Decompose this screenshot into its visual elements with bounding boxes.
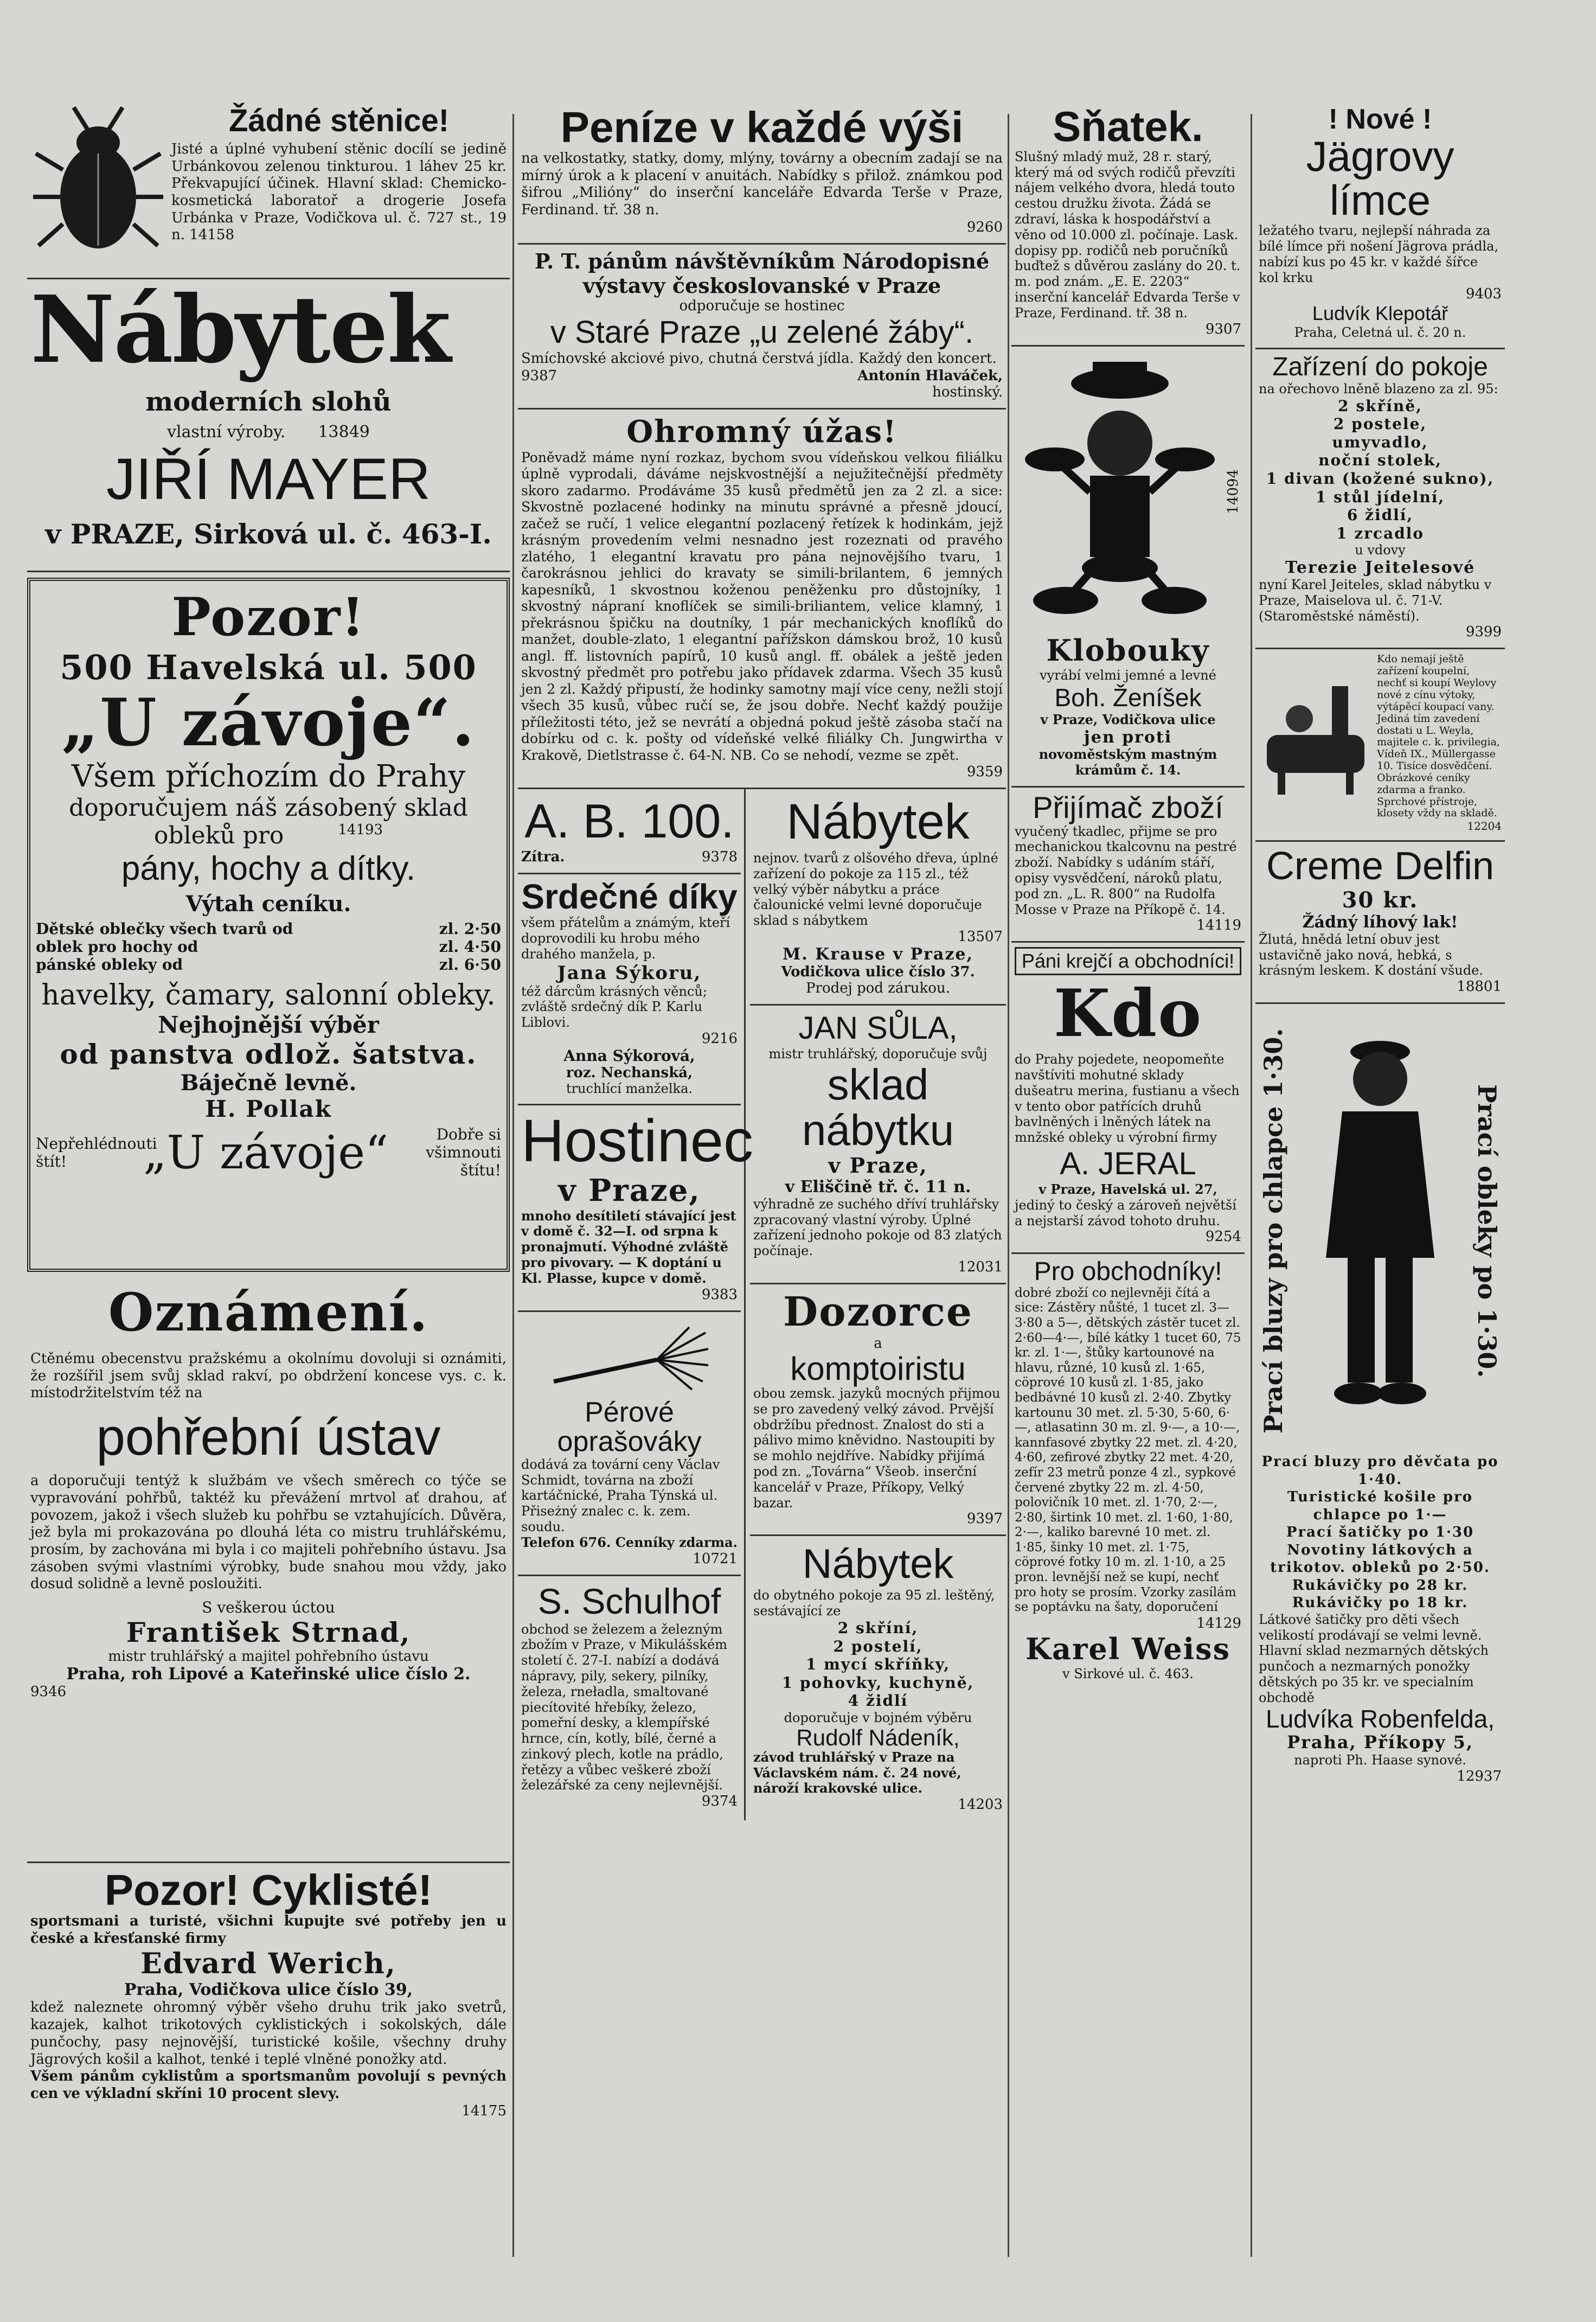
mayer-address: v PRAZE, Sirková ul. č. 463-I. — [45, 518, 492, 550]
bluzy-body: Látkové šatičky pro děti všech velikostí prodávají se velmi levně. Hlavní sklad nezmarných dětských punčoch a nezmarných ponožky dětských po 35 kr. ve specialním obchodě — [1259, 1611, 1489, 1705]
zavoj-line6: Nejhojnější výběr — [158, 1012, 379, 1038]
zavoj-line8: Báječně levně. — [180, 1070, 357, 1096]
cyklist-name: Edvard Werich, — [140, 1947, 396, 1981]
diky-name: Jana Sýkoru, — [557, 962, 702, 984]
zavoj-name: „U závoje“. — [61, 685, 476, 761]
klobouky-code: 14094 — [1225, 469, 1241, 515]
dozorce-body: obou zemsk. jazyků mocných přijmou se pro zavedený velký závod. Prvější obdržíbu přednost. Znalost do sti a pálivo mimo kněvidno. Nastoupiti by se mohlo nejdříve. Nabídky přijímá pod zn. „Továrna“ Všeob. inserční kancelář v Praze, Příkopy, Velký bazar. — [753, 1386, 1001, 1511]
uzas-body: Poněvadž máme nyní rozkaz, bychom svou vídeňskou velkou filiálku úplně vyprodali, dáváme nejskvostnější a nejužitečnější předměty skoro zadarmo. Prodáváme 35 kusů předmětů jen za 2 zl. a sice: Skvostně pozlacené hodinky na minutu správné a přesně jdoucí, začež se ručí, 1 velice elegantní pozlacený řetízek k hodinkám, jejž krásným provedením velmi nesnadno jest rozeznati od pravého zlatého, 1 elegantní kravatu pro pána nejnovějšího tvaru, 1 čarokrásnou jehlici do kravaty se simili-brilantem, 6 jemných kapesníků, 1 skvostnou koženou peněženku pro důstojníky, 1 skvostný nápraní knoflíček se simili-briliantem, velice klamný, 1 překrásnou špičku na doutníky, 1 pár mechanických knoflíků do manžet, double-zlato, 1 elegantní pařížskon dámskou brož, 10 kusů angl. ff. listovních papírů, 10 kusů angl. ff. obálek a ještě jeden skvostný předmět pro potřebu jako přídavek zdarma. Všech 35 kusů jen 2 zl. Každý připustí, že hodinky samotny mají více ceny, nežli stojí všech 35 kusů, vůbec ručí se, že jsou dobře. Nechť každý použije příležitosti této, jež se nevrátí a objedná pokud ještě zásoba stačí na dobírku od c. k. pošty od vídeňské velké filiálky Ch. Jungwirtha v Krakově, Dietlstrasse č. 64-N. NB. Co se nehodí, vezme se zpět. — [521, 449, 1003, 763]
bluzy-line-2: Turistické košile pro chlapce po 1·— — [1287, 1489, 1473, 1523]
snatek-code: 9307 — [1205, 321, 1241, 337]
schulhof-body: obchod se železem a železným zbožím v Praze, v Mikulášském století č. 27-I. nabízí a dodává nápravy, pily, sekery, pilníky, železa, rneładla, smaltované piecítovité hřebíky, železo, pomeřní desky, a klempířské hrnce, cín, kotly, bílé, černé a zinkový plech, kotle na prádlo, řetězy a vůbec veškeré zboží železářské za ceny nejlevnější. — [521, 1621, 727, 1793]
nabytek2-item-1: 2 skříní, — [837, 1619, 919, 1637]
nabytek2-item-3: 1 mycí skříňky, — [805, 1655, 951, 1674]
jager-body: ležatého tvaru, nejlepší náhrada za bílé límce při nošení Jägrova prádla, nabízí kus po 45 kr. v každé šířce kol krku — [1259, 223, 1499, 285]
schulhof-title: S. Schulhof — [537, 1581, 721, 1621]
dozorce-code: 9397 — [966, 1511, 1003, 1527]
zavoj-price-1: Dětské oblečky všech tvarů od zl. 2·50 — [36, 920, 501, 938]
ad-dozorce — [750, 1284, 1006, 1536]
nabytek2-title: Nábytek — [802, 1541, 954, 1588]
sula-addr1: v Praze, — [828, 1153, 928, 1178]
ad-obchodniky — [1011, 1254, 1245, 1689]
ab-code: 9378 — [701, 849, 738, 866]
ad-jager — [1255, 100, 1505, 349]
zavoj-line7: od panstva odlož. šatstva. — [60, 1038, 477, 1070]
kdo-name: A. JERAL — [1060, 1146, 1196, 1181]
zarizeni-item-6: 1 stůl jídelní, — [1315, 488, 1445, 506]
zarizeni-item-1: 2 skříně, — [1338, 396, 1422, 415]
zavoj-mid: „U závoje“ — [143, 1125, 389, 1179]
oznameni-code: 9346 — [30, 1684, 67, 1700]
zarizeni-item-3: umyvadlo, — [1332, 433, 1428, 451]
nabytek1-code: 13507 — [958, 929, 1003, 945]
nabytek1-foot: Prodej pod zárukou. — [806, 980, 950, 997]
nabytek2-body2: doporučuje v bojném výběru — [784, 1710, 972, 1725]
hostinec-sub: v Praze, — [558, 1172, 701, 1208]
nabytek2-code: 14203 — [958, 1796, 1003, 1813]
creme-price: 30 kr. — [1342, 887, 1419, 913]
ad-nabytek2 — [750, 1536, 1006, 1820]
hat-figure-icon — [1015, 351, 1225, 633]
ad-weyla — [1255, 649, 1505, 842]
ad-bedbug — [27, 100, 510, 279]
jager-top: ! Nové ! — [1328, 104, 1432, 135]
column-rule-1 — [512, 114, 514, 2257]
ad-uzas — [518, 410, 1006, 790]
perove-body: dodává za tovární ceny Václav Schmidt, továrna na zboží kartáčnické, Praha Týnská ul. Přiseżný znalec c. k. zem. soudu. — [521, 1456, 720, 1534]
oznameni-intro: Ctěnému obecenstvu pražskému a okolnímu dovoluji si oznámiti, že rozšířil jsem svůj sklad rakví, po obdržení koncese vys. c. k. místodržitelstvím též na — [30, 1351, 507, 1402]
nabytek1-name: M. Krause v Praze, — [783, 945, 973, 964]
oznameni-name: František Strnad, — [126, 1616, 411, 1649]
kdo-title: Kdo — [1053, 975, 1203, 1052]
schulhof-code: 9374 — [701, 1793, 738, 1810]
ad-nabytek1 — [750, 789, 1006, 1006]
column-2 — [518, 100, 1006, 2270]
zaby-name: v Staré Praze „u zelené žáby“. — [550, 314, 974, 350]
dozorce-a: a — [874, 1335, 882, 1352]
zavoj-address: 500 Havelská ul. 500 — [60, 648, 477, 687]
uzas-title: Ohromný úžas! — [626, 413, 898, 450]
ad-kdo — [1011, 943, 1245, 1254]
mayer-code: 13849 — [318, 423, 370, 442]
penize-body: na velkostatky, statky, domy, mlýny, továrny a obecním zadají se na mírný úrok a k placení v anuitách. Nabídky s přilož. známkou pod šifrou „Milióny“ do inserční kanceláře Edvarda Terše v Praze, Ferdinand. tř. 38 n. — [521, 150, 1003, 219]
creme-lead: Žádný líhový lak! — [1302, 912, 1458, 932]
weyla-code: 12204 — [1467, 820, 1502, 833]
oznameni-sign2: mistr truhlářský a majitel pohřebního ústavu — [108, 1648, 429, 1665]
mayer-sub: moderních slohů — [145, 387, 392, 417]
nabytek2-body: do obytného pokoje za 95 zl. leštěný, sestávající ze — [753, 1588, 995, 1619]
uzas-code: 9359 — [966, 764, 1003, 781]
kdo-code: 9254 — [1205, 1229, 1241, 1245]
perove-tel: Telefon 676. Cenníky zdarma. — [521, 1534, 738, 1550]
dozorce-title: Dozorce — [783, 1289, 973, 1336]
nabytek2-body3: závod truhlářský v Praze na Václavském nám. č. 24 nové, nároží krakovské ulice. — [753, 1749, 962, 1796]
diky-role: truchlící manželka. — [566, 1081, 693, 1097]
ab-sub: Zítra. — [521, 849, 565, 866]
ad-schulhof — [518, 1576, 741, 1818]
ad-oznameni — [27, 1277, 510, 1863]
dozorce-title2: komptoiristu — [790, 1351, 966, 1387]
prijimac-code: 14119 — [1196, 917, 1241, 934]
oznameni-sign1: S veškerou úctou — [202, 1598, 335, 1617]
zavoj-code: 14193 — [338, 822, 383, 838]
zarizeni-item-8: 1 zrcadlo — [1336, 524, 1424, 542]
bathtub-icon — [1259, 654, 1373, 833]
hostinec-title: Hostinec — [521, 1108, 753, 1175]
ad-creme — [1255, 842, 1505, 1004]
zavoj-line3: obleků pro — [153, 822, 284, 849]
cyklist-title: Pozor! Cyklisté! — [104, 1866, 433, 1914]
obchodniky-address: v Sirkové ul. č. 463. — [1062, 1666, 1194, 1681]
zarizeni-item-5: 1 divan (kožené sukno), — [1266, 469, 1495, 488]
obchodniky-body: dobré zboží co nejlevněji čítá a sice: Zástěry nůšté, 1 tucet zl. 3—3·80 a 5—, dětských zástěr tucet zl. 2·60—4·—, bílé kátky 1 tucet 60, 75 kr. zl. 1·—, štůky kartounové na hlavu, různé, 10 kusů zl. 1·65, cöprové 10 kusů zl. 1·85, jako bedbávné 10 kusů zl. 2·40. Zbytky kartounu 30 met. zl. 5·30, 5·60, 6·—, atlasatinn 30 m. zl. 9·—, a 10·—, kannfasové zbytky 22 met. zl. 4·20, 4·60, zefirové zbytky 22 met. 4·20, zefír 23 metrů ponze 4 zl., sypkové červené zbytky 22 m. zl. 4·50, polovičník 10 met. zl. 1·70, 2·—, 2·80, širtink 10 met. zl. 1·60, 1·80, 2·—, kaliko barevné 10 met. zl. 1·85, šinky 10 met. zl. 1·75, cöprové fotky 10 m. zl. 1·10, a 25 pron. levnější než se kupí, nechť pro hoty se prosím. Vzorky zasílám se poptávku na šaty, doporučení — [1015, 1285, 1241, 1615]
ad-klobouky — [1011, 347, 1245, 788]
jager-code: 9403 — [1465, 285, 1502, 302]
ad-zaby — [518, 245, 1006, 410]
perove-title: Pérové oprašováky — [557, 1396, 702, 1458]
bedbug-illustration-icon — [30, 105, 166, 270]
zarizeni-code: 9399 — [1465, 624, 1502, 641]
diky-roz: roz. Nechanská, — [566, 1065, 693, 1082]
zavoj-left: Nepřehlédnouti štít! — [36, 1134, 157, 1170]
zaby-sign: Antonín Hlaváček, — [857, 367, 1003, 384]
zavoj-price-3: pánské obleky od zl. 6·50 — [36, 956, 501, 974]
zarizeni-body3: nyní Karel Jeiteles, sklad nábytku v Praze, Maiselova ul. č. 71-V. (Staroměstské náměstí). — [1259, 577, 1492, 624]
zarizeni-item-2: 2 postele, — [1333, 415, 1427, 433]
kdo-body2: jediný to český a zároveň největší a nejstarší závod tohoto druhu. — [1015, 1197, 1236, 1229]
oznameni-body: a doporučuji tentýž k službám ve všech směrech co týče se vypravování pohřbů, taktéž ku převážení mrtvol ať drahou, ať povozem, jakož i všech služeb ku pohřbu se vztahujících. Důvěra, jež byla mi prokazována po dlouhá léta co mistru truhlářskému, prosím, by zachována mi byla i co majiteli pohřebního ústavu. Jsa zásoben svými vlastními výrobky, bude snahou mou vždy, jako dosud solidně a levně posloužiti. — [30, 1473, 507, 1592]
zavoj-pozor: Pozor! — [171, 586, 366, 648]
ad-perove — [518, 1312, 741, 1576]
weyla-body: Kdo nemají ještě zařízení koupelní, nechť si koupí Weylovy nové z cínu výtoky, výtápěcí koupací vany. Jediná tím zavedení dostati u L. Weyla, majitele c. k. privilegia, Vídeň IX., Müllergasse 10. Tisíce dosvědčení. Obrázkové ceníky zdarma a franko. Sprchové přístroje, klosety vždy na skladě. — [1377, 653, 1500, 820]
ad-ab100 — [518, 789, 741, 874]
creme-body: Žlutá, hnědá letní obuv jest ustavičně jako nová, hebká, s krásným leskem. K dostání všude. — [1259, 931, 1483, 978]
perove-code: 10721 — [693, 1550, 738, 1567]
creme-title: Creme Delfin — [1266, 845, 1495, 888]
zarizeni-item-4: noční stolek, — [1318, 451, 1442, 470]
mayer-big-title: Nábytek — [30, 276, 450, 384]
diky-code: 9216 — [701, 1031, 738, 1047]
bluzy-line-6: Rukávičky po 18 kr. — [1292, 1595, 1469, 1611]
ad-zarizeni — [1255, 349, 1505, 649]
bluzy-line-4: Novotiny látkových a trikotov. obleků po 2·50. — [1270, 1541, 1490, 1576]
zaby-role: hostinský. — [932, 383, 1003, 400]
zarizeni-name: Terezie Jeitelesové — [1285, 558, 1476, 578]
kdo-body: do Prahy pojedete, neopomeňte navštíviti mohutné sklady dušeatru merina, fustianu a všech v tento obor patřících druhů bavlněných i lněných látek na mnžské obleky u výrobní firmy — [1015, 1052, 1240, 1146]
nabytek1-address: Vodičkova ulice číslo 37. — [781, 964, 975, 981]
cyklist-body: kdež naleznete ohromný výběr všeho druhu trik jako svetrů, kazajek, kalhot trikotových cyklistických i sokolských, dále punčochy, pasy nejnovější, turistické košile, všechny druhy Jägrových košil a kalhot, tenké i teplé vlněné ponožky atd. — [30, 1999, 507, 2068]
zavoj-line1: Všem příchozím do Prahy — [71, 759, 466, 794]
column-1 — [27, 100, 510, 2270]
klobouky-title: Klobouky — [1046, 632, 1210, 668]
cyklist-code: 14175 — [462, 2102, 507, 2119]
obchodniky-name: Karel Weiss — [1025, 1631, 1230, 1666]
zavoj-price-2: oblek pro hochy od zl. 4·50 — [36, 938, 501, 956]
klobouky-name: Boh. Ženíšek — [1054, 683, 1202, 712]
diky-body: všem přátelům a známým, kteří doprovodili ku hrobu mého drahého manžela, p. — [521, 915, 730, 962]
diky-title: Srdečné díky — [521, 877, 738, 917]
sula-title: sklad nábytku — [802, 1060, 954, 1154]
nabytek1-body: nejnov. tvarů z olšového dřeva, úplné zařízení do pokoje za 115 zl., též velký výběr nábytku a práce čalounické velmi levné doporučuje sklad s nábytkem — [753, 850, 998, 929]
jager-address: Praha, Celetná ul. č. 20 n. — [1294, 324, 1466, 340]
zavoj-cenik: Výtah ceníku. — [185, 891, 351, 917]
duster-icon — [521, 1316, 738, 1398]
oznameni-big: pohřební ústav — [96, 1408, 441, 1467]
ad-hostinec — [518, 1105, 753, 1312]
zavoj-line5: havelky, čamary, salonní obleky. — [41, 979, 496, 1012]
klobouky-body: vyrábí velmi jemné a levné — [1040, 667, 1216, 683]
klobouky-line: jen proti — [1084, 728, 1172, 747]
nabytek1-title: Nábytek — [786, 794, 970, 850]
klobouky-line2: novoměstským mastným krámům č. 14. — [1039, 746, 1217, 778]
cyklist-foot: Všem pánům cyklistům a sportsmanům povolují s pevných cen ve výkladní skříni 10 procent slevy. — [30, 2068, 507, 2102]
nabytek2-item-4: 1 pohovky, kuchyně, — [781, 1673, 975, 1692]
bluzy-address: Praha, Příkopy 5, — [1286, 1731, 1474, 1752]
ad-diky — [518, 874, 741, 1105]
sula-code: 12031 — [958, 1259, 1003, 1276]
penize-title: Peníze v každé výši — [560, 103, 964, 151]
cyklist-address: Praha, Vodičkova ulice číslo 39, — [124, 1980, 413, 2000]
sula-role: mistr truhlářský, doporučuje svůj — [768, 1046, 988, 1062]
bedbug-title: Žádné stěnice! — [228, 103, 450, 138]
zaby-code: 9387 — [521, 367, 557, 384]
snatek-title: Sňatek. — [1053, 103, 1203, 150]
bluzy-vertical-2: Prací obleky po 1·30. — [1472, 1084, 1502, 1378]
nabytek2-item-2: 2 postelí, — [833, 1637, 923, 1655]
zaby-body: Smíchovské akciové pivo, chutná čerstvá jídla. Každý den koncert. — [521, 350, 997, 367]
oznameni-title: Oznámení. — [108, 1282, 429, 1343]
zarizeni-item-7: 6 židlí, — [1347, 506, 1414, 524]
snatek-body: Slušný mladý muž, 28 r. starý, který má od svých rodičů převzíti nájem velkého dvora, hledá touto cestou družku života. Žádá se zdraví, láska k hospodářství a věno od 10.000 zl. počínaje. Lask. dopisy pp. rodičů neb poručníků buďtež s důvěrou zaslány do 20. t. m. pod znám. „E. E. 2203“ inserční kancelář Edvarda Terše v Praze, Ferdinand. tř. 38 n. — [1015, 149, 1241, 321]
zarizeni-title: Zařízení do pokoje — [1272, 353, 1488, 382]
bluzy-line-1: Prací bluzy pro děvčata po 1·40. — [1261, 1454, 1499, 1488]
prijimac-title: Přijímač zboží — [1033, 790, 1223, 824]
ad-bluzy — [1255, 1004, 1505, 1792]
hostinec-code: 9383 — [701, 1286, 738, 1303]
bluzy-line-5: Rukávičky po 28 kr. — [1292, 1577, 1469, 1594]
bluzy-address2: naproti Ph. Haase synové. — [1294, 1752, 1466, 1768]
zavoj-line2: doporučujem náš zásobený sklad — [69, 794, 468, 822]
bluzy-name: Ludvíka Robenfelda, — [1266, 1704, 1495, 1733]
ad-snatek — [1011, 100, 1245, 347]
jager-name: Ludvík Klepotář — [1312, 302, 1448, 324]
boy-figure-icon — [1288, 1008, 1472, 1453]
column-4 — [1255, 100, 1505, 2270]
zaby-sub: odporučuje se hostinec — [679, 297, 845, 314]
obchodniky-code: 14129 — [1196, 1615, 1241, 1632]
column-3 — [1011, 100, 1245, 2270]
diky-body2: též dárcům krásných věnců; zvláště srdečný dík P. Karlu Liblovi. — [521, 983, 707, 1031]
zarizeni-body: na ořechovo lněně blazeno za zl. 95: — [1259, 381, 1498, 396]
sula-body: výhradně ze suchého dříví truhlářsky zpracovaný vlastní výroby. Úplné zařízení jednoho pokoje od 83 zlatých počínaje. — [753, 1196, 1002, 1259]
diky-sign: Anna Sýkorová, — [563, 1047, 695, 1065]
cyklist-intro: sportsmani a turisté, všichni kupujte své potřeby jen u české a křesťanské firmy — [30, 1913, 507, 1947]
zavoj-line4: pány, hochy a dítky. — [121, 850, 416, 887]
kdo-banner: Páni krejčí a obchodníci! — [1015, 947, 1241, 975]
prijimac-body: vyučený tkadlec, přijme se pro mechanickou tkalcovnu na pestré zboží. Nabídky s udáním stáří, opisy vysvědčení, nároků platu, pod zn. „L. R. 800“ na Rudolfa Mosse v Praze na Příkopě č. 14. — [1015, 823, 1237, 917]
zavoj-right: Dobře si všimnouti štítu! — [426, 1125, 501, 1179]
hostinec-body: mnoho desítiletí stávající jest v domě č. 32—I. od srpna k pronajmutí. Výhodné zvláště pro pivovary. — K doptání u Kl. Plasse, kupce v domě. — [521, 1207, 736, 1286]
bedbug-body: Jisté a úplné vyhubení stěnic docílí se jedině Urbánkovou zelenou tinkturou. 1 láhev 25 kr. Překvapující účinek. Hlavní sklad: Chemicko-kosmetická laboratoř a drogerie Josefa Urbánka v Praze, Vodičkova ul. č. 727 st., 19 n. 14158 — [171, 140, 507, 244]
ad-penize — [518, 100, 1006, 245]
oznameni-address: Praha, roh Lipové a Kateřinské ulice číslo 2. — [66, 1665, 471, 1684]
zavoj-line9: H. Pollak — [205, 1096, 332, 1122]
ad-cyklist — [27, 1863, 510, 2127]
column-rule-3 — [1251, 114, 1252, 2257]
jager-title: Jägrovy límce — [1306, 132, 1454, 225]
ad-mayer — [27, 276, 510, 572]
column-rule-2 — [1008, 114, 1009, 2257]
klobouky-address: v Praze, Vodičkova ulice — [1040, 712, 1216, 728]
bluzy-vertical-1: Prací bluzy pro chlapce 1·30. — [1259, 1028, 1288, 1434]
ad-sula — [750, 1006, 1006, 1284]
zarizeni-body2: u vdovy — [1355, 542, 1406, 558]
creme-code: 18801 — [1457, 978, 1502, 995]
ab-title: A. B. 100. — [524, 794, 734, 848]
bluzy-line-3: Prací šatičky po 1·30 — [1286, 1524, 1475, 1541]
sula-name: JAN SŮLA, — [798, 1010, 958, 1046]
mayer-own: vlastní výroby. — [167, 423, 286, 442]
sula-addr2: v Eliščině tř. č. 11 n. — [785, 1177, 971, 1197]
kdo-address: v Praze, Havelská ul. 27, — [1039, 1181, 1217, 1197]
ad-u-zavoje — [27, 578, 510, 1272]
penize-code: 9260 — [966, 219, 1003, 235]
nabytek2-item-5: 4 židlí — [848, 1692, 908, 1710]
nabytek2-name: Rudolf Nádeník, — [796, 1724, 960, 1750]
zaby-head: P. T. pánům návštěvníkům Národopisné výstavy českoslovanské v Praze — [534, 248, 990, 298]
obchodniky-title: Pro obchodníky! — [1034, 1257, 1222, 1287]
bluzy-code: 12937 — [1457, 1768, 1502, 1784]
mayer-name: JIŘÍ MAYER — [106, 446, 431, 511]
ad-prijimac — [1011, 788, 1245, 943]
